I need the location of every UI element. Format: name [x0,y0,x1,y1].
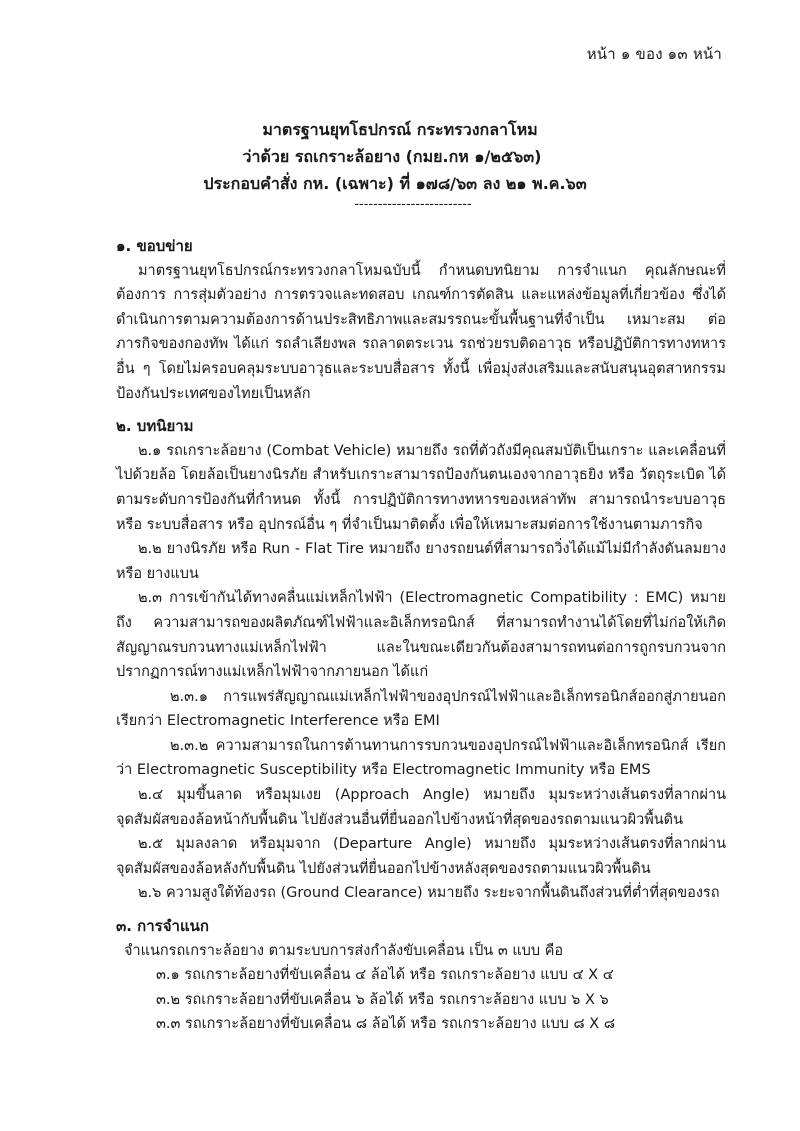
definition-2-1: ๒.๑ รถเกราะล้อยาง (Combat Vehicle) หมายถึง รถที่ตัวถังมีคุณสมบัติเป็นเกราะ และเคลื่อนที่ไปด้วยล้อ โดยล้อเป็นยางนิรภัย สำหรับเกราะสามารถป้องกันตนเองจากอาวุธยิง หรือ วัตถุระเบิด ได้ตามระดับการป้องกันที่กำหนด ทั้งนี้ การปฏิบัติการทางทหารของเหล่าทัพ สามารถนำระบบอาวุธ หรือ ระบบสื่อสาร หรือ อุปกรณ์อื่น ๆ ที่จำเป็นมาติดตั้ง เพื่อให้เหมาะสมต่อการใช้งานตามภารกิจ [116,442,726,533]
section-1-heading: ๑. ขอบข่าย [116,237,193,255]
title-separator: ------------------------- [354,197,472,212]
page-number: หน้า ๑ ของ ๑๓ หน้า [586,45,722,63]
definition-2-6: ๒.๖ ความสูงใต้ท้องรถ (Ground Clearance) หมายถึง ระยะจากพื้นดินถึงส่วนที่ต่ำที่สุดของรถ [138,885,720,902]
classification-item: ๓.๒ รถเกราะล้อยางที่ขับเคลื่อน ๖ ล้อได้ หรือ รถเกราะล้อยาง แบบ ๖ X ๖ [156,991,609,1008]
section-3-intro: จำแนกรถเกราะล้อยาง ตามระบบการส่งกำลังขับเคลื่อน เป็น ๓ แบบ คือ [124,942,564,959]
definition-2-2: ๒.๒ ยางนิรภัย หรือ Run - Flat Tire หมายถึง ยางรถยนต์ที่สามารถวิ่งได้แม้ไม่มีกำลังดันลมยาง หรือ ยางแบน [116,541,726,582]
doc-title: มาตรฐานยุทโธปกรณ์ กระทรวงกลาโหม [262,120,538,139]
definition-2-3-2: ๒.๓.๒ ความสามารถในการต้านทานการรบกวนของอุปกรณ์ไฟฟ้าและอิเล็กทรอนิกส์ เรียกว่า Electromagnetic Susceptibility หรือ Electromagnetic Immunity หรือ EMS [116,737,726,779]
section-2-heading: ๒. บทนิยาม [116,417,194,436]
definition-2-4: ๒.๔ มุมขึ้นลาด หรือมุมเงย (Approach Angle) หมายถึง มุมระหว่างเส้นตรงที่ลากผ่านจุดสัมผัสของล้อหน้ากับพื้นดิน ไปยังส่วนอื่นที่ยื่นออกไปข้างหน้าที่สุดของรถตามแนวผิวพื้นดิน [116,787,726,828]
classification-item: ๓.๓ รถเกราะล้อยางที่ขับเคลื่อน ๘ ล้อได้ หรือ รถเกราะล้อยาง แบบ ๘ X ๘ [156,1016,616,1033]
document-body [116,234,726,1037]
section-1-paragraph: มาตรฐานยุทโธปกรณ์กระทรวงกลาโหมฉบับนี้ กำหนดบทนิยาม การจำแนก คุณลักษณะที่ต้องการ การสุ่มตัวอย่าง การตรวจและทดสอบ เกณฑ์การตัดสิน และแหล่งข้อมูลที่เกี่ยวข้อง ซึ่งได้ดำเนินการตามความต้องการด้านประสิทธิภาพและสมรรถนะขั้นพื้นฐานที่จำเป็น เหมาะสม ต่อภารกิจของกองทัพ ได้แก่ รถลำเลียงพล รถลาดตระเวน รถช่วยรบติดอาวุธ หรือปฏิบัติการทางทหารอื่น ๆ โดยไม่ครอบคลุมระบบอาวุธและระบบสื่อสาร ทั้งนี้ เพื่อมุ่งส่งเสริมและสนับสนุนอุตสาหกรรมป้องกันประเทศของไทยเป็นหลัก [116,262,726,402]
doc-subtitle: ว่าด้วย รถเกราะล้อยาง (กมย.กห ๑/๒๕๖๓) [242,147,542,166]
title-block [0,116,800,213]
definition-2-3: ๒.๓ การเข้ากันได้ทางคลื่นแม่เหล็กไฟฟ้า (Electromagnetic Compatibility : EMC) หมายถึง ความสามารถของผลิตภัณฑ์ไฟฟ้าและอิเล็กทรอนิกส์ ที่สามารถทำงานได้โดยที่ไม่ก่อให้เกิดสัญญาณรบกวนทางแม่เหล็กไฟฟ้า และในขณะเดียวกันต้องสามารถทนต่อการถูกรบกวนจากปรากฏการณ์ทางแม่เหล็กไฟฟ้าจากภายนอก ได้แก่ [116,590,726,681]
definition-2-5: ๒.๕ มุมลงลาด หรือมุมจาก (Departure Angle) หมายถึง มุมระหว่างเส้นตรงที่ลากผ่านจุดสัมผัสของล้อหลังกับพื้นดิน ไปยังส่วนที่ยื่นออกไปข้างหลังสุดของรถตามแนวผิวพื้นดิน [116,836,726,877]
section-3-heading: ๓. การจำแนก [116,917,209,936]
classification-item: ๓.๑ รถเกราะล้อยางที่ขับเคลื่อน ๔ ล้อได้ หรือ รถเกราะล้อยาง แบบ ๔ X ๔ [156,967,614,984]
doc-order-reference: ประกอบคำสั่ง กห. (เฉพาะ) ที่ ๑๗๘/๖๓ ลง ๒๑ พ.ค.๖๓ [203,174,587,193]
definition-2-3-1: ๒.๓.๑ การแพร่สัญญาณแม่เหล็กไฟฟ้าของอุปกรณ์ไฟฟ้าและอิเล็กทรอนิกส์ออกสู่ภายนอก เรียกว่า Electromagnetic Interference หรือ EMI [116,688,726,730]
